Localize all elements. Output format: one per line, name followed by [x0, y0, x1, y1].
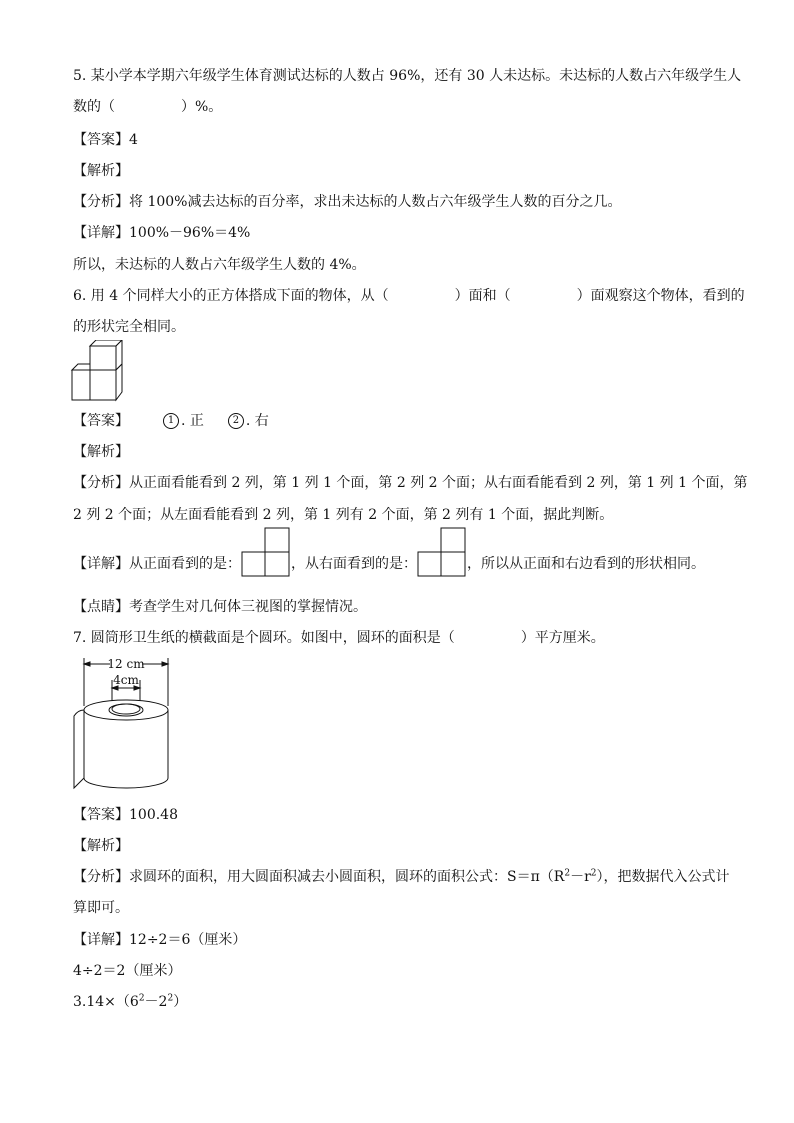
q6-stem-part1: 6. 用 4 个同样大小的正方体搭成下面的物体，从（	[73, 288, 389, 304]
q7-step3-part2: －2	[144, 994, 168, 1010]
q6-answer-number-1: 1	[163, 413, 179, 429]
q6-answer-1: . 正	[181, 413, 204, 429]
q7-fig-inner-label: 4cm	[113, 673, 139, 687]
q5-conclusion: 所以，未达标的人数占六年级学生人数的 4%。	[73, 257, 366, 273]
q7-stem	[73, 628, 605, 648]
q5-stem-line2	[73, 97, 222, 117]
q5-jiexi-label: 【解析】	[73, 163, 129, 179]
q6-detail-part2: ，从右面看到的是：	[291, 556, 417, 572]
q6-jiexi-label: 【解析】	[73, 444, 129, 460]
q7-analysis-exp2: 2	[590, 868, 597, 879]
q6-cube-figure	[70, 340, 130, 404]
q7-stem-part2: ）平方厘米。	[520, 630, 605, 646]
q6-detail-part1: 【详解】从正面看到的是：	[73, 556, 241, 572]
q6-stem-part3: ）面观察这个物体，看到的	[576, 288, 745, 304]
q6-analysis-line2: 2 列 2 个面；从左面看能看到 2 列，第 1 列有 2 个面，第 2 列有 1 个面，据此判断。	[73, 507, 614, 523]
q7-step3-exp1: 2	[138, 993, 145, 1004]
q7-fig-outer-label: 12 cm	[107, 657, 145, 671]
q6-answer-label: 【答案】	[73, 413, 129, 429]
q7-step3-part3: ）	[173, 994, 188, 1010]
q5-detail: 【详解】100%－96%＝4%	[73, 225, 251, 241]
q6-answer-2: . 右	[245, 413, 269, 429]
q7-step3-exp2: 2	[167, 993, 174, 1004]
q7-analysis-exp1: 2	[564, 868, 571, 879]
q7-detail-step3	[73, 992, 187, 1012]
q5-analysis: 【分析】将 100%减去达标的百分率，求出未达标的人数占六年级学生人数的百分之几。	[73, 194, 622, 210]
q5-stem-line1: 5. 某小学本学期六年级学生体育测试达标的人数占 96%，还有 30 人未达标。未达标的人数占六年级学生人	[73, 68, 742, 84]
q7-analysis-line1	[73, 867, 730, 887]
q6-stem-line2: 的形状完全相同。	[73, 319, 185, 335]
q7-analysis-part2: －r	[570, 869, 591, 885]
q6-detail	[73, 551, 705, 577]
q7-stem-part1: 7. 圆筒形卫生纸的横截面是个圆环。如图中，圆环的面积是（	[73, 630, 455, 646]
q6-answer-number-2: 2	[228, 413, 244, 429]
q7-analysis-part3: ），把数据代入公式计	[596, 869, 730, 885]
q6-comment: 【点睛】考查学生对几何体三视图的掌握情况。	[73, 599, 367, 615]
q7-answer: 【答案】100.48	[73, 807, 178, 823]
q7-jiexi-label: 【解析】	[73, 838, 129, 854]
q5-stem-line2-end: ）%。	[181, 99, 223, 115]
q7-step3-part1: 3.14×（6	[73, 994, 139, 1010]
q6-right-view-figure	[417, 527, 467, 577]
q5-answer: 【答案】4	[73, 132, 138, 148]
q6-analysis-line1: 【分析】从正面看能看到 2 列，第 1 列 1 个面，第 2 列 2 个面；从右面看能看到 2 列，第 1 列 1 个面，第	[73, 475, 748, 491]
q6-answer	[73, 411, 269, 431]
q7-analysis-line2: 算即可。	[73, 900, 129, 916]
q6-stem-part2: ）面和（	[454, 288, 511, 304]
q7-toilet-roll-figure	[70, 654, 175, 794]
q7-detail-step1: 【详解】12÷2＝6（厘米）	[73, 932, 247, 948]
q6-detail-part3: ，所以从正面和右边看到的形状相同。	[467, 556, 705, 572]
q6-stem-line1	[73, 286, 745, 306]
q6-front-view-figure	[241, 527, 291, 577]
q5-stem-line2-start: 数的（	[73, 99, 115, 115]
q7-detail-step2: 4÷2＝2（厘米）	[73, 963, 182, 979]
q7-analysis-part1: 【分析】求圆环的面积，用大圆面积减去小圆面积，圆环的面积公式：S＝π（R	[73, 869, 565, 885]
